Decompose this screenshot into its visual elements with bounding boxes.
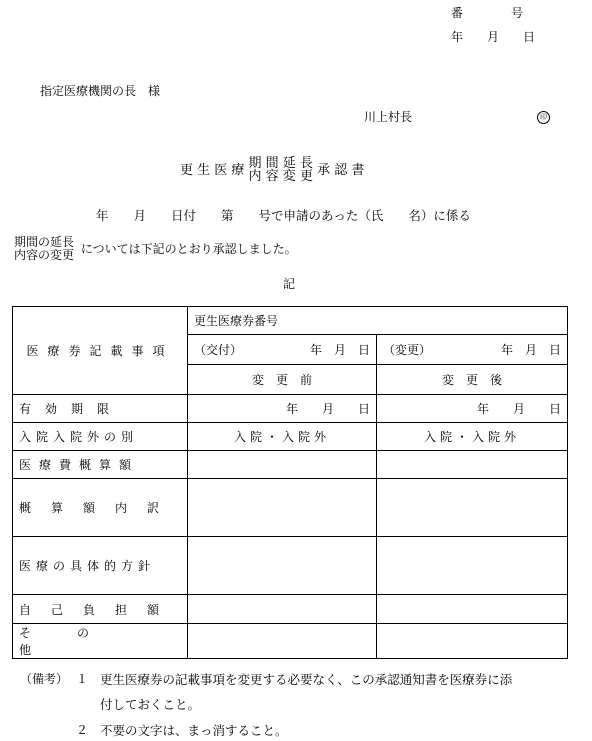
- validity-before-ymd: 年 月 日: [188, 395, 377, 423]
- ki-label: 記: [283, 277, 296, 291]
- title-option-change: 内 容 変 更: [248, 169, 313, 184]
- title-prefix: 更 生 医 療: [180, 162, 245, 178]
- document-number-label: 番 号: [451, 6, 524, 20]
- inpatient-after-value: 入院・入院外: [377, 423, 568, 451]
- body-option-change: 内容の変更: [14, 248, 75, 262]
- note-1-number: １: [76, 672, 89, 686]
- other-before: [188, 624, 377, 659]
- other-label: その他: [13, 624, 188, 659]
- table-row: [13, 395, 568, 423]
- issued-ymd: 年 月 日: [309, 343, 370, 357]
- estimate-breakdown-label: 概算額内訳: [13, 479, 188, 537]
- seal-icon: 印: [537, 111, 550, 124]
- seal-mark: [537, 108, 550, 124]
- inpatient-type-label: 入院入院外の別: [13, 423, 188, 451]
- table-row: [13, 537, 568, 595]
- estimate-breakdown-after: [377, 479, 568, 537]
- table-row: [13, 423, 568, 451]
- document-title: [180, 157, 364, 183]
- issued-date-cell: [188, 335, 377, 365]
- issued-label: （交付）: [194, 343, 243, 357]
- body-line-1: 年 月 日付 第 号で申請のあった（氏 名）に係る: [96, 208, 471, 223]
- table-row: [13, 479, 568, 537]
- table-row: [13, 595, 568, 624]
- table-row: [13, 451, 568, 479]
- changed-label: （変更）: [383, 343, 432, 357]
- title-suffix: 承 認 書: [317, 162, 365, 178]
- cert-number-label: 更生医療券番号: [188, 307, 568, 335]
- body-line-2-text: については下記のとおり承認しました。: [80, 241, 297, 256]
- title-options: [249, 157, 313, 183]
- note-1-text: 更生医療券の記載事項を変更する必要なく、この承認通知書を医療券に添: [100, 672, 513, 687]
- after-change-label: 変 更 後: [377, 365, 568, 395]
- treatment-policy-after: [377, 537, 568, 595]
- treatment-policy-label: 医療の具体的方針: [13, 537, 188, 595]
- cost-estimate-label: 医療費概算額: [13, 451, 188, 479]
- note-2-text: 不要の文字は、まっ消すること。: [100, 723, 288, 738]
- cost-estimate-after: [377, 451, 568, 479]
- addressee: 指定医療機関の長 様: [40, 84, 161, 98]
- changed-ymd: 年 月 日: [501, 343, 562, 357]
- inpatient-before-value: 入院・入院外: [188, 423, 377, 451]
- notes-label: （備考）: [20, 672, 69, 686]
- validity-label: 有効期限: [13, 395, 188, 423]
- note-2-number: ２: [76, 723, 89, 737]
- sender-name: 川上村長: [364, 110, 413, 124]
- validity-after-ymd: 年 月 日: [377, 395, 568, 423]
- treatment-policy-before: [188, 537, 377, 595]
- table-row: [13, 307, 568, 335]
- cost-estimate-before: [188, 451, 377, 479]
- body-options: [14, 236, 74, 262]
- self-pay-after: [377, 595, 568, 624]
- body-line-2: [14, 236, 297, 262]
- cert-items-label: 医療券記載事項: [13, 307, 188, 395]
- document-date-label: 年 月 日: [451, 30, 536, 44]
- note-1-text-continued: 付しておくこと。: [100, 697, 201, 712]
- table-row: [13, 624, 568, 659]
- approval-table: [12, 306, 568, 659]
- self-pay-before: [188, 595, 377, 624]
- title-option-extension: 期 間 延 長: [248, 156, 313, 171]
- other-after: [377, 624, 568, 659]
- before-change-label: 変 更 前: [188, 365, 377, 395]
- self-pay-label: 自己負担額: [13, 595, 188, 624]
- body-option-extension: 期間の延長: [14, 235, 75, 249]
- changed-date-cell: [377, 335, 568, 365]
- estimate-breakdown-before: [188, 479, 377, 537]
